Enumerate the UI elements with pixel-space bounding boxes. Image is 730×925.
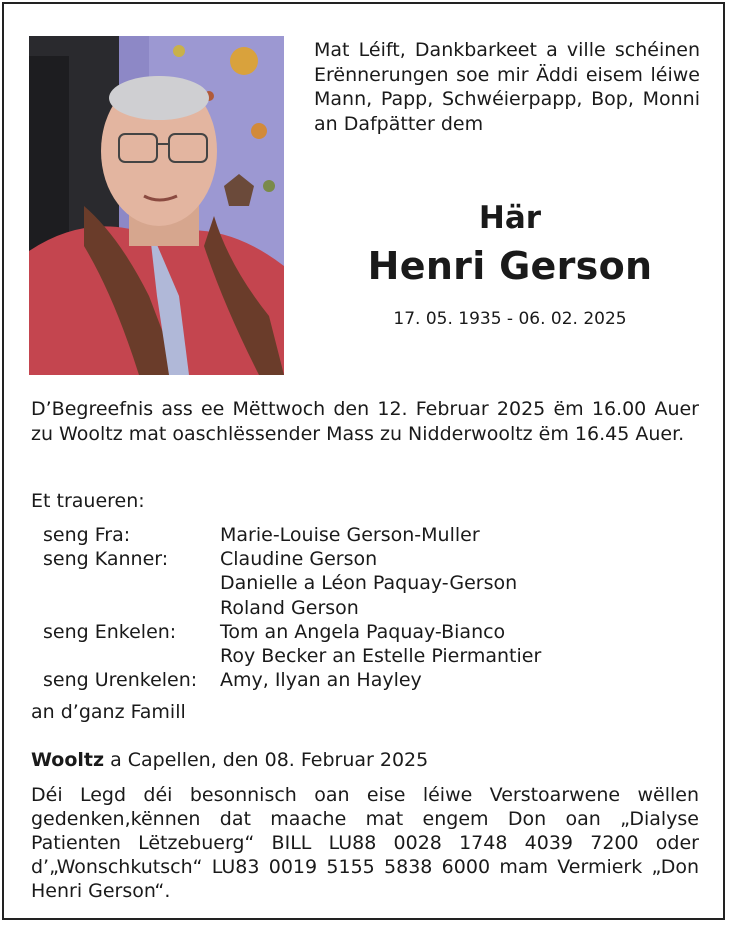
mourner-name: Roy Becker an Estelle Piermantier — [220, 645, 542, 668]
mourner-name: Tom an Angela Paquay-Bianco — [220, 620, 506, 643]
family-line: an d’ganz Famill — [31, 701, 186, 723]
mourners-heading: Et traueren: — [31, 490, 145, 512]
mourner-row — [43, 620, 541, 644]
mourner-name: Danielle a Léon Paquay-Gerson — [220, 572, 518, 595]
mourner-row — [43, 596, 541, 620]
intro-text: Mat Léift, Dankbarkeet a ville schéinen Erënnerungen soe mir Äddi eisem léiwe Mann, Papp, Schwéierpapp, Bop, Monni an Dafpätter dem — [314, 39, 700, 135]
mourner-name: Marie-Louise Gerson-Muller — [220, 524, 480, 546]
life-dates: 17. 05. 1935 - 06. 02. 2025 — [393, 309, 627, 329]
place-date-line — [31, 749, 428, 771]
mourner-row — [43, 668, 541, 692]
donation-text: Déi Legd déi besonnisch oan eise léiwe Verstoarwene wëllen gedenken,kënnen dat maache mat engem Don oan „Dialyse Patienten Lëtzebuerg“ BILL LU88 0028 1748 4039 7200 oder d’„Wonschkutsch“ LU83 0019 5155 5838 6000 mam Vermierk „Don Henri Gerson“. — [31, 784, 699, 902]
honorific: Här — [478, 200, 542, 236]
mourner-name: Roland Gerson — [220, 596, 359, 619]
deceased-name: Henri Gerson — [367, 244, 653, 288]
place-date: a Capellen, den 08. Februar 2025 — [104, 749, 429, 771]
mourner-row — [43, 571, 541, 595]
place-name: Wooltz — [31, 749, 105, 771]
relation-label: seng Urenkelen: — [43, 669, 198, 692]
relation-label: seng Enkelen: — [43, 620, 177, 643]
relation-label: seng Kanner: — [43, 548, 169, 571]
mourners-list — [43, 523, 541, 692]
mourner-name: Claudine Gerson — [220, 548, 378, 571]
relation-label: seng Fra: — [43, 524, 131, 546]
mourner-name: Amy, Ilyan an Hayley — [220, 669, 422, 692]
portrait-photo — [29, 36, 284, 375]
funeral-announcement: D’Begreefnis ass ee Mëttwoch den 12. Februar 2025 ëm 16.00 Auer zu Wooltz mat oaschlëssender Mass zu Nidderwooltz ëm 16.45 Auer. — [31, 398, 699, 445]
mourner-row — [43, 547, 541, 571]
mourner-row — [43, 523, 541, 547]
mourner-row — [43, 644, 541, 668]
